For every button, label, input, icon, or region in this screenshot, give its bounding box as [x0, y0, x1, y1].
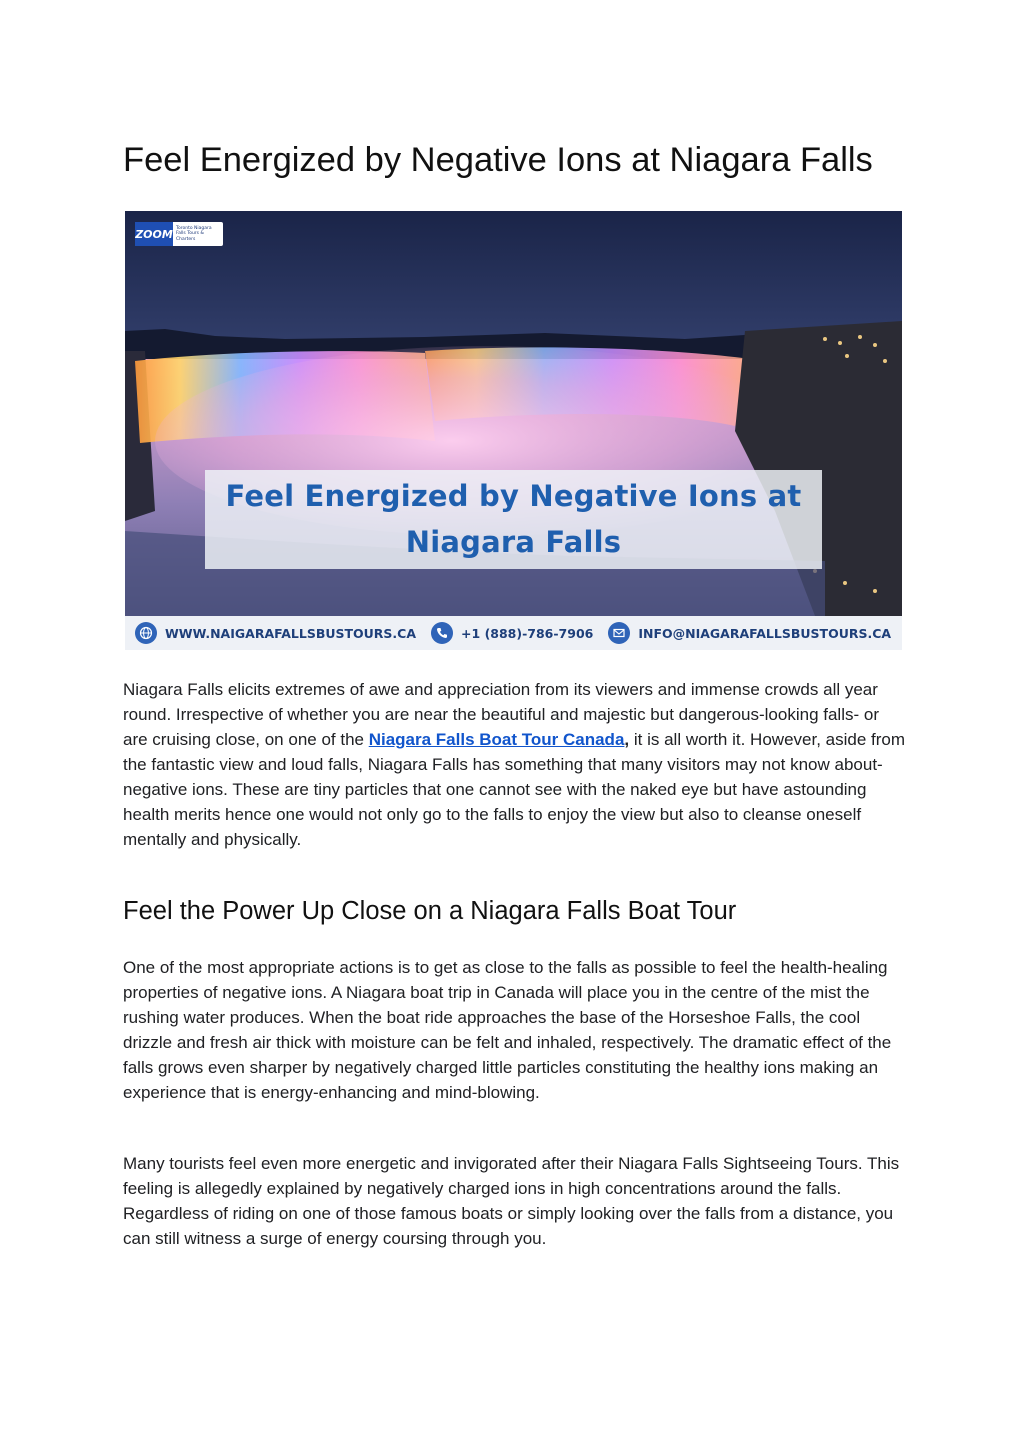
email-contact	[608, 622, 891, 644]
phone-text: +1 (888)-786-7906	[461, 625, 594, 641]
image-banner	[205, 470, 822, 569]
phone-icon	[431, 622, 453, 644]
section-paragraph: One of the most appropriate actions is to get as close to the falls as possible to feel the health-healing properties of negative ions. A Niagara boat trip in Canada will place you in the centre of the mist the rushing water produces. When the boat ride approaches the base of the Horseshoe Falls, the cool drizzle and fresh air thick with moisture can be felt and inhaled, respectively. The dramatic effect of the falls grows even sharper by negatively charged little particles constituting the healthy ions making an experience that is energy-enhancing and mind-blowing.	[123, 958, 892, 1102]
intro-paragraph	[123, 677, 908, 852]
hero-image	[125, 211, 902, 650]
niagara-falls-photo	[125, 211, 902, 650]
intro-comma: ,	[624, 730, 630, 749]
email-text: INFO@NIAGARAFALLSBUSTOURS.CA	[638, 625, 892, 641]
page-title: Feel Energized by Negative Ions at Niagara Falls	[123, 141, 873, 179]
banner-text: Feel Energized by Negative Ions at Niagara Falls	[225, 478, 802, 559]
website-text: WWW.NAIGARAFALLSBUSTOURS.CA	[165, 625, 417, 641]
envelope-icon	[608, 622, 630, 644]
contact-bar	[125, 616, 902, 650]
intro-text-start: Niagara Falls elicits extremes of awe and appreciation from its viewers and immense crowds all year round. Irrespective of whether you are near the beautiful and majestic but dangerous-looking falls- or are cruising close, on one of the	[123, 680, 879, 749]
logo-tagline: Toronto Niagara Falls Tours & Charters	[176, 225, 212, 242]
phone-contact	[431, 622, 593, 644]
logo-mark: ZOOM	[135, 222, 173, 246]
section-heading: Feel the Power Up Close on a Niagara Falls Boat Tour	[123, 897, 737, 925]
intro-text-end: it is all worth it. However, aside from the fantastic view and loud falls, Niagara Falls has something that many visitors may not know about- negative ions. These are tiny particles that one cannot see with the naked eye but have astounding health merits hence one would not only go to the falls to enjoy the view but also to cleanse oneself mentally and physically.	[123, 730, 906, 849]
website-contact	[135, 622, 416, 644]
tour-company-logo	[135, 222, 223, 246]
section-paragraph: Many tourists feel even more energetic and invigorated after their Niagara Falls Sightseeing Tours. This feeling is allegedly explained by negatively charged ions in high concentrations around the falls. Regardless of riding on one of those famous boats or simply looking over the falls from a distance, you can still witness a surge of energy coursing through you.	[123, 1154, 900, 1248]
boat-tour-link[interactable]: Niagara Falls Boat Tour Canada	[368, 730, 625, 749]
globe-icon	[135, 622, 157, 644]
